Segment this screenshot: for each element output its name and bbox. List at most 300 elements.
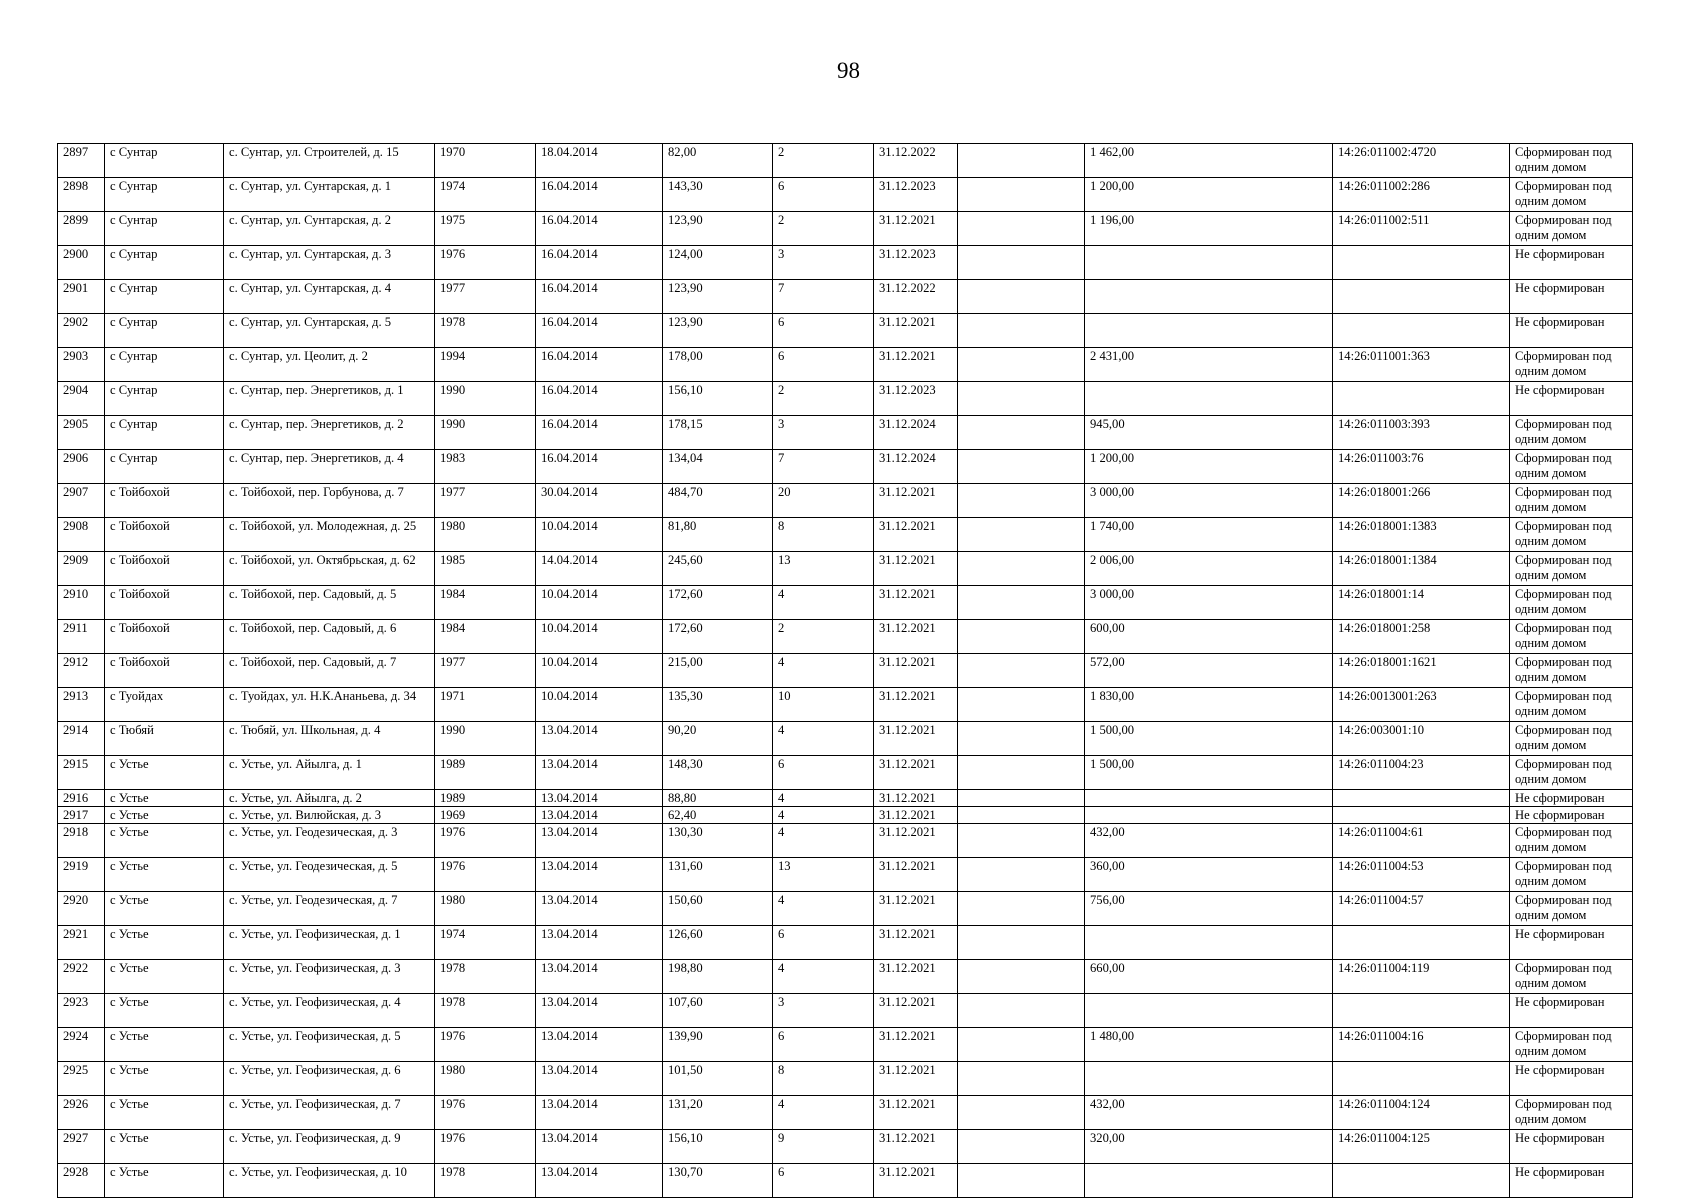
deadline-cell: 31.12.2021 — [874, 1028, 958, 1062]
row-number-cell: 2927 — [58, 1130, 105, 1164]
table-row — [58, 1028, 1633, 1062]
land-area-cell: 1 500,00 — [1085, 756, 1333, 790]
residents-cell: 3 — [773, 416, 874, 450]
land-status-cell: Не сформирован — [1510, 246, 1633, 280]
extra-cell — [958, 620, 1085, 654]
residents-cell: 4 — [773, 1096, 874, 1130]
land-status-cell: Не сформирован — [1510, 314, 1633, 348]
inspection-date-cell: 13.04.2014 — [536, 1164, 663, 1198]
table-row — [58, 450, 1633, 484]
extra-cell — [958, 1130, 1085, 1164]
table-row — [58, 246, 1633, 280]
build-year-cell: 1980 — [435, 892, 536, 926]
settlement-cell: с Устье — [105, 790, 224, 807]
row-number-cell: 2904 — [58, 382, 105, 416]
residents-cell: 4 — [773, 824, 874, 858]
address-cell: с. Тюбяй, ул. Школьная, д. 4 — [224, 722, 435, 756]
row-number-cell: 2923 — [58, 994, 105, 1028]
address-cell: с. Сунтар, ул. Сунтарская, д. 3 — [224, 246, 435, 280]
inspection-date-cell: 13.04.2014 — [536, 790, 663, 807]
build-year-cell: 1974 — [435, 178, 536, 212]
settlement-cell: с Туойдах — [105, 688, 224, 722]
cadastral-number-cell: 14:26:018001:258 — [1333, 620, 1510, 654]
floor-area-cell: 130,70 — [663, 1164, 773, 1198]
land-area-cell: 572,00 — [1085, 654, 1333, 688]
land-area-cell: 756,00 — [1085, 892, 1333, 926]
settlement-cell: с Сунтар — [105, 280, 224, 314]
table-row — [58, 688, 1633, 722]
extra-cell — [958, 1096, 1085, 1130]
settlement-cell: с Сунтар — [105, 314, 224, 348]
build-year-cell: 1971 — [435, 688, 536, 722]
deadline-cell: 31.12.2021 — [874, 620, 958, 654]
extra-cell — [958, 484, 1085, 518]
land-status-cell: Сформирован под одним домом — [1510, 348, 1633, 382]
row-number-cell: 2903 — [58, 348, 105, 382]
land-status-cell: Сформирован под одним домом — [1510, 858, 1633, 892]
extra-cell — [958, 450, 1085, 484]
extra-cell — [958, 994, 1085, 1028]
land-area-cell — [1085, 382, 1333, 416]
floor-area-cell: 156,10 — [663, 382, 773, 416]
land-status-cell: Не сформирован — [1510, 1164, 1633, 1198]
address-cell: с. Сунтар, ул. Сунтарская, д. 1 — [224, 178, 435, 212]
settlement-cell: с Тюбяй — [105, 722, 224, 756]
build-year-cell: 1976 — [435, 858, 536, 892]
land-area-cell: 600,00 — [1085, 620, 1333, 654]
land-area-cell: 432,00 — [1085, 1096, 1333, 1130]
cadastral-number-cell: 14:26:011004:61 — [1333, 824, 1510, 858]
extra-cell — [958, 314, 1085, 348]
settlement-cell: с Устье — [105, 1028, 224, 1062]
address-cell: с. Сунтар, ул. Сунтарская, д. 2 — [224, 212, 435, 246]
cadastral-number-cell: 14:26:018001:14 — [1333, 586, 1510, 620]
address-cell: с. Туойдах, ул. Н.К.Ананьева, д. 34 — [224, 688, 435, 722]
cadastral-number-cell — [1333, 790, 1510, 807]
table-row — [58, 518, 1633, 552]
extra-cell — [958, 552, 1085, 586]
deadline-cell: 31.12.2023 — [874, 178, 958, 212]
deadline-cell: 31.12.2021 — [874, 824, 958, 858]
land-status-cell: Сформирован под одним домом — [1510, 518, 1633, 552]
cadastral-number-cell: 14:26:011001:363 — [1333, 348, 1510, 382]
land-status-cell: Не сформирован — [1510, 807, 1633, 824]
extra-cell — [958, 416, 1085, 450]
cadastral-number-cell — [1333, 246, 1510, 280]
row-number-cell: 2919 — [58, 858, 105, 892]
table-row — [58, 552, 1633, 586]
inspection-date-cell: 18.04.2014 — [536, 144, 663, 178]
settlement-cell: с Сунтар — [105, 450, 224, 484]
extra-cell — [958, 858, 1085, 892]
cadastral-number-cell: 14:26:011004:57 — [1333, 892, 1510, 926]
residents-cell: 10 — [773, 688, 874, 722]
residents-cell: 4 — [773, 722, 874, 756]
build-year-cell: 1977 — [435, 654, 536, 688]
table-row — [58, 314, 1633, 348]
build-year-cell: 1974 — [435, 926, 536, 960]
land-area-cell: 1 462,00 — [1085, 144, 1333, 178]
address-cell: с. Устье, ул. Геофизическая, д. 6 — [224, 1062, 435, 1096]
extra-cell — [958, 178, 1085, 212]
deadline-cell: 31.12.2021 — [874, 348, 958, 382]
row-number-cell: 2926 — [58, 1096, 105, 1130]
floor-area-cell: 81,80 — [663, 518, 773, 552]
inspection-date-cell: 13.04.2014 — [536, 807, 663, 824]
table-row — [58, 586, 1633, 620]
address-cell: с. Тойбохой, пер. Садовый, д. 6 — [224, 620, 435, 654]
row-number-cell: 2914 — [58, 722, 105, 756]
land-area-cell: 1 740,00 — [1085, 518, 1333, 552]
land-area-cell: 432,00 — [1085, 824, 1333, 858]
residents-cell: 9 — [773, 1130, 874, 1164]
row-number-cell: 2910 — [58, 586, 105, 620]
table-row — [58, 178, 1633, 212]
inspection-date-cell: 13.04.2014 — [536, 960, 663, 994]
extra-cell — [958, 348, 1085, 382]
settlement-cell: с Устье — [105, 926, 224, 960]
residents-cell: 8 — [773, 518, 874, 552]
residents-cell: 6 — [773, 1164, 874, 1198]
build-year-cell: 1990 — [435, 416, 536, 450]
settlement-cell: с Сунтар — [105, 212, 224, 246]
row-number-cell: 2906 — [58, 450, 105, 484]
inspection-date-cell: 10.04.2014 — [536, 688, 663, 722]
extra-cell — [958, 144, 1085, 178]
floor-area-cell: 172,60 — [663, 620, 773, 654]
settlement-cell: с Сунтар — [105, 382, 224, 416]
address-cell: с. Устье, ул. Геофизическая, д. 1 — [224, 926, 435, 960]
settlement-cell: с Тойбохой — [105, 654, 224, 688]
build-year-cell: 1976 — [435, 1130, 536, 1164]
inspection-date-cell: 10.04.2014 — [536, 586, 663, 620]
settlement-cell: с Устье — [105, 858, 224, 892]
inspection-date-cell: 16.04.2014 — [536, 246, 663, 280]
floor-area-cell: 139,90 — [663, 1028, 773, 1062]
residents-cell: 20 — [773, 484, 874, 518]
settlement-cell: с Сунтар — [105, 246, 224, 280]
extra-cell — [958, 654, 1085, 688]
table-row — [58, 382, 1633, 416]
land-status-cell: Сформирован под одним домом — [1510, 450, 1633, 484]
cadastral-number-cell: 14:26:011004:124 — [1333, 1096, 1510, 1130]
residents-cell: 4 — [773, 807, 874, 824]
row-number-cell: 2911 — [58, 620, 105, 654]
table-row — [58, 1062, 1633, 1096]
extra-cell — [958, 518, 1085, 552]
deadline-cell: 31.12.2024 — [874, 416, 958, 450]
land-area-cell: 660,00 — [1085, 960, 1333, 994]
settlement-cell: с Тойбохой — [105, 518, 224, 552]
table-row — [58, 212, 1633, 246]
extra-cell — [958, 722, 1085, 756]
land-area-cell: 1 200,00 — [1085, 178, 1333, 212]
row-number-cell: 2898 — [58, 178, 105, 212]
land-status-cell: Не сформирован — [1510, 1130, 1633, 1164]
address-cell: с. Сунтар, пер. Энергетиков, д. 4 — [224, 450, 435, 484]
residents-cell: 6 — [773, 348, 874, 382]
residents-cell: 4 — [773, 892, 874, 926]
inspection-date-cell: 16.04.2014 — [536, 382, 663, 416]
cadastral-number-cell — [1333, 926, 1510, 960]
residents-cell: 7 — [773, 450, 874, 484]
floor-area-cell: 101,50 — [663, 1062, 773, 1096]
settlement-cell: с Устье — [105, 1096, 224, 1130]
table-row — [58, 960, 1633, 994]
table-row — [58, 484, 1633, 518]
floor-area-cell: 484,70 — [663, 484, 773, 518]
inspection-date-cell: 10.04.2014 — [536, 620, 663, 654]
floor-area-cell: 215,00 — [663, 654, 773, 688]
build-year-cell: 1989 — [435, 756, 536, 790]
address-cell: с. Сунтар, ул. Сунтарская, д. 5 — [224, 314, 435, 348]
cadastral-number-cell: 14:26:011004:119 — [1333, 960, 1510, 994]
land-status-cell: Сформирован под одним домом — [1510, 178, 1633, 212]
land-area-cell: 1 830,00 — [1085, 688, 1333, 722]
land-status-cell: Сформирован под одним домом — [1510, 586, 1633, 620]
extra-cell — [958, 960, 1085, 994]
cadastral-number-cell: 14:26:018001:1621 — [1333, 654, 1510, 688]
land-area-cell — [1085, 1062, 1333, 1096]
row-number-cell: 2897 — [58, 144, 105, 178]
settlement-cell: с Устье — [105, 892, 224, 926]
build-year-cell: 1978 — [435, 994, 536, 1028]
build-year-cell: 1976 — [435, 824, 536, 858]
extra-cell — [958, 246, 1085, 280]
settlement-cell: с Сунтар — [105, 178, 224, 212]
address-cell: с. Устье, ул. Геофизическая, д. 4 — [224, 994, 435, 1028]
address-cell: с. Тойбохой, ул. Молодежная, д. 25 — [224, 518, 435, 552]
floor-area-cell: 172,60 — [663, 586, 773, 620]
cadastral-number-cell: 14:26:011004:125 — [1333, 1130, 1510, 1164]
floor-area-cell: 131,60 — [663, 858, 773, 892]
settlement-cell: с Устье — [105, 994, 224, 1028]
inspection-date-cell: 13.04.2014 — [536, 926, 663, 960]
deadline-cell: 31.12.2021 — [874, 994, 958, 1028]
floor-area-cell: 130,30 — [663, 824, 773, 858]
settlement-cell: с Устье — [105, 756, 224, 790]
land-area-cell — [1085, 807, 1333, 824]
table-row — [58, 1130, 1633, 1164]
row-number-cell: 2916 — [58, 790, 105, 807]
floor-area-cell: 178,15 — [663, 416, 773, 450]
extra-cell — [958, 790, 1085, 807]
inspection-date-cell: 13.04.2014 — [536, 824, 663, 858]
cadastral-number-cell — [1333, 807, 1510, 824]
page-number: 98 — [837, 58, 860, 83]
inspection-date-cell: 16.04.2014 — [536, 178, 663, 212]
land-area-cell: 2 431,00 — [1085, 348, 1333, 382]
inspection-date-cell: 13.04.2014 — [536, 1028, 663, 1062]
land-status-cell: Сформирован под одним домом — [1510, 756, 1633, 790]
floor-area-cell: 107,60 — [663, 994, 773, 1028]
deadline-cell: 31.12.2021 — [874, 484, 958, 518]
land-status-cell: Сформирован под одним домом — [1510, 416, 1633, 450]
land-area-cell: 3 000,00 — [1085, 484, 1333, 518]
row-number-cell: 2901 — [58, 280, 105, 314]
address-cell: с. Устье, ул. Геофизическая, д. 9 — [224, 1130, 435, 1164]
settlement-cell: с Тойбохой — [105, 620, 224, 654]
settlement-cell: с Устье — [105, 824, 224, 858]
land-area-cell: 1 200,00 — [1085, 450, 1333, 484]
deadline-cell: 31.12.2024 — [874, 450, 958, 484]
address-cell: с. Сунтар, ул. Сунтарская, д. 4 — [224, 280, 435, 314]
cadastral-number-cell: 14:26:011004:23 — [1333, 756, 1510, 790]
land-area-cell — [1085, 790, 1333, 807]
table-row — [58, 926, 1633, 960]
cadastral-number-cell — [1333, 1164, 1510, 1198]
land-area-cell: 1 196,00 — [1085, 212, 1333, 246]
build-year-cell: 1978 — [435, 960, 536, 994]
build-year-cell: 1990 — [435, 722, 536, 756]
land-area-cell — [1085, 280, 1333, 314]
address-cell: с. Тойбохой, пер. Садовый, д. 7 — [224, 654, 435, 688]
residents-cell: 6 — [773, 756, 874, 790]
cadastral-number-cell: 14:26:011004:16 — [1333, 1028, 1510, 1062]
deadline-cell: 31.12.2022 — [874, 144, 958, 178]
address-cell: с. Сунтар, пер. Энергетиков, д. 2 — [224, 416, 435, 450]
build-year-cell: 1975 — [435, 212, 536, 246]
housing-registry-table — [57, 143, 1633, 1198]
table-row — [58, 654, 1633, 688]
extra-cell — [958, 807, 1085, 824]
build-year-cell: 1990 — [435, 382, 536, 416]
address-cell: с. Устье, ул. Геофизическая, д. 5 — [224, 1028, 435, 1062]
cadastral-number-cell — [1333, 280, 1510, 314]
deadline-cell: 31.12.2022 — [874, 280, 958, 314]
floor-area-cell: 143,30 — [663, 178, 773, 212]
extra-cell — [958, 1062, 1085, 1096]
cadastral-number-cell: 14:26:011002:286 — [1333, 178, 1510, 212]
row-number-cell: 2902 — [58, 314, 105, 348]
residents-cell: 6 — [773, 178, 874, 212]
build-year-cell: 1983 — [435, 450, 536, 484]
land-area-cell: 1 480,00 — [1085, 1028, 1333, 1062]
build-year-cell: 1994 — [435, 348, 536, 382]
inspection-date-cell: 13.04.2014 — [536, 1096, 663, 1130]
land-status-cell: Сформирован под одним домом — [1510, 552, 1633, 586]
extra-cell — [958, 688, 1085, 722]
cadastral-number-cell: 14:26:011002:4720 — [1333, 144, 1510, 178]
cadastral-number-cell: 14:26:011004:53 — [1333, 858, 1510, 892]
land-status-cell: Сформирован под одним домом — [1510, 960, 1633, 994]
build-year-cell: 1976 — [435, 1028, 536, 1062]
settlement-cell: с Устье — [105, 1164, 224, 1198]
table-row — [58, 892, 1633, 926]
land-status-cell: Сформирован под одним домом — [1510, 688, 1633, 722]
settlement-cell: с Тойбохой — [105, 552, 224, 586]
land-status-cell: Сформирован под одним домом — [1510, 824, 1633, 858]
cadastral-number-cell: 14:26:018001:1383 — [1333, 518, 1510, 552]
table-row — [58, 807, 1633, 824]
residents-cell: 4 — [773, 790, 874, 807]
build-year-cell: 1976 — [435, 1096, 536, 1130]
residents-cell: 4 — [773, 654, 874, 688]
table-row — [58, 790, 1633, 807]
build-year-cell: 1980 — [435, 1062, 536, 1096]
address-cell: с. Устье, ул. Айылга, д. 1 — [224, 756, 435, 790]
residents-cell: 2 — [773, 212, 874, 246]
row-number-cell: 2913 — [58, 688, 105, 722]
address-cell: с. Устье, ул. Геодезическая, д. 7 — [224, 892, 435, 926]
deadline-cell: 31.12.2021 — [874, 807, 958, 824]
land-status-cell: Сформирован под одним домом — [1510, 1028, 1633, 1062]
deadline-cell: 31.12.2021 — [874, 1130, 958, 1164]
row-number-cell: 2918 — [58, 824, 105, 858]
cadastral-number-cell: 14:26:011003:76 — [1333, 450, 1510, 484]
extra-cell — [958, 212, 1085, 246]
table-row — [58, 858, 1633, 892]
row-number-cell: 2925 — [58, 1062, 105, 1096]
extra-cell — [958, 382, 1085, 416]
cadastral-number-cell — [1333, 994, 1510, 1028]
floor-area-cell: 178,00 — [663, 348, 773, 382]
settlement-cell: с Тойбохой — [105, 484, 224, 518]
row-number-cell: 2907 — [58, 484, 105, 518]
deadline-cell: 31.12.2023 — [874, 382, 958, 416]
floor-area-cell: 150,60 — [663, 892, 773, 926]
inspection-date-cell: 13.04.2014 — [536, 1130, 663, 1164]
land-area-cell: 320,00 — [1085, 1130, 1333, 1164]
address-cell: с. Устье, ул. Геодезическая, д. 5 — [224, 858, 435, 892]
row-number-cell: 2921 — [58, 926, 105, 960]
deadline-cell: 31.12.2021 — [874, 892, 958, 926]
row-number-cell: 2912 — [58, 654, 105, 688]
inspection-date-cell: 13.04.2014 — [536, 756, 663, 790]
settlement-cell: с Устье — [105, 807, 224, 824]
residents-cell: 4 — [773, 586, 874, 620]
build-year-cell: 1969 — [435, 807, 536, 824]
build-year-cell: 1977 — [435, 280, 536, 314]
land-area-cell — [1085, 994, 1333, 1028]
deadline-cell: 31.12.2021 — [874, 756, 958, 790]
floor-area-cell: 90,20 — [663, 722, 773, 756]
extra-cell — [958, 586, 1085, 620]
build-year-cell: 1984 — [435, 620, 536, 654]
inspection-date-cell: 30.04.2014 — [536, 484, 663, 518]
address-cell: с. Тойбохой, ул. Октябрьская, д. 62 — [224, 552, 435, 586]
inspection-date-cell: 16.04.2014 — [536, 212, 663, 246]
table-row — [58, 144, 1633, 178]
land-status-cell: Не сформирован — [1510, 926, 1633, 960]
row-number-cell: 2924 — [58, 1028, 105, 1062]
address-cell: с. Устье, ул. Геодезическая, д. 3 — [224, 824, 435, 858]
table-row — [58, 824, 1633, 858]
address-cell: с. Устье, ул. Геофизическая, д. 10 — [224, 1164, 435, 1198]
residents-cell: 8 — [773, 1062, 874, 1096]
cadastral-number-cell: 14:26:0013001:263 — [1333, 688, 1510, 722]
land-area-cell — [1085, 314, 1333, 348]
settlement-cell: с Сунтар — [105, 348, 224, 382]
deadline-cell: 31.12.2021 — [874, 1062, 958, 1096]
table-row — [58, 1164, 1633, 1198]
deadline-cell: 31.12.2021 — [874, 212, 958, 246]
cadastral-number-cell: 14:26:018001:1384 — [1333, 552, 1510, 586]
table-row — [58, 756, 1633, 790]
inspection-date-cell: 14.04.2014 — [536, 552, 663, 586]
address-cell: с. Сунтар, пер. Энергетиков, д. 1 — [224, 382, 435, 416]
land-status-cell: Сформирован под одним домом — [1510, 144, 1633, 178]
deadline-cell: 31.12.2021 — [874, 960, 958, 994]
settlement-cell: с Сунтар — [105, 144, 224, 178]
inspection-date-cell: 10.04.2014 — [536, 518, 663, 552]
row-number-cell: 2905 — [58, 416, 105, 450]
land-area-cell: 1 500,00 — [1085, 722, 1333, 756]
row-number-cell: 2900 — [58, 246, 105, 280]
cadastral-number-cell — [1333, 314, 1510, 348]
inspection-date-cell: 16.04.2014 — [536, 348, 663, 382]
build-year-cell: 1980 — [435, 518, 536, 552]
